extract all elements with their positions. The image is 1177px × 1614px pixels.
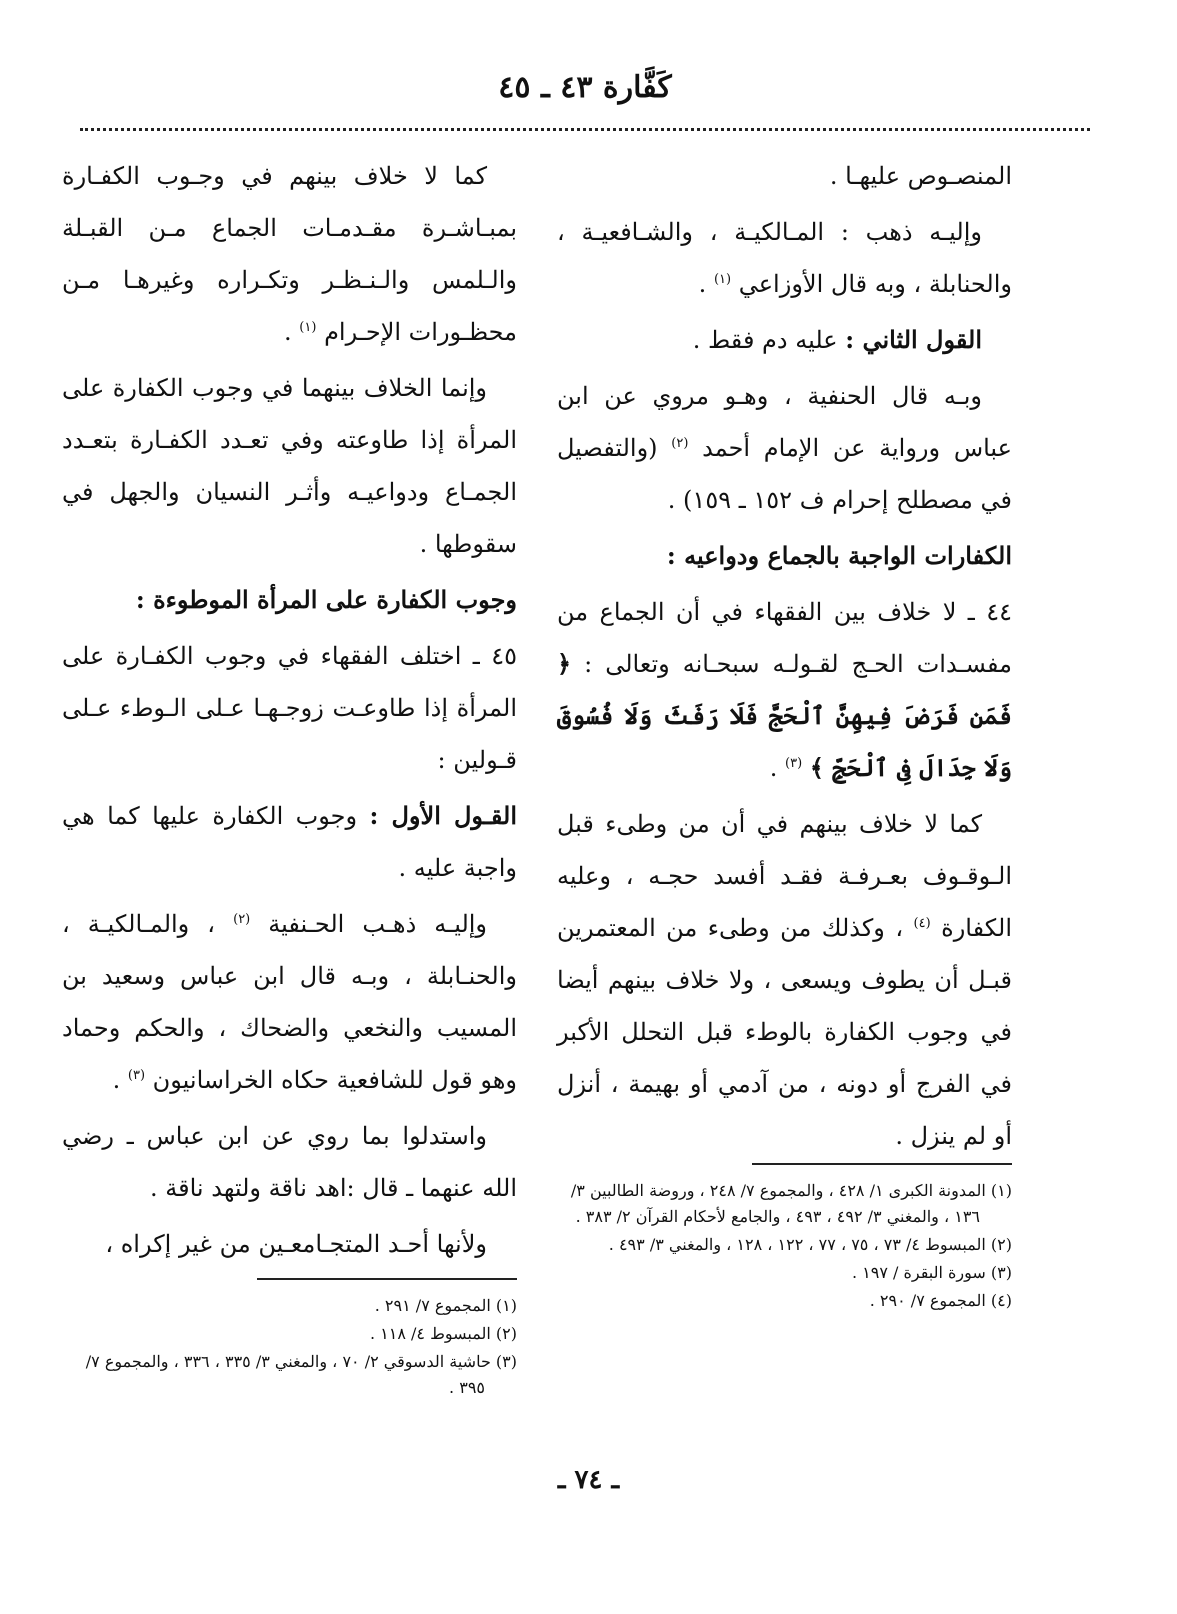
footnote: (٢) المبسوط ٤/ ٧٣ ، ٧٥ ، ٧٧ ، ١٢٢ ، ١٢٨ ، والمغني ٣/ ٤٩٣ . xyxy=(608,1235,1012,1254)
footnote-divider xyxy=(752,1163,1012,1165)
footnote-ref: (١) xyxy=(299,320,317,335)
paragraph: كما لا خلاف بينهم في أن من وطىء قبل الـوقـوف بعـرفـة فقـد أفسد حجـه ، وعليه الكفارة $^{(٤)}$ ، وكذلك من وطىء من المعتمرين قبـل أن يطوف ويسعى ، ولا خلاف بينهم أيضا في وجوب الكفارة بالوطء قبل التحلل الأكبر في الفرج أو دونه ، من آدمي أو بهيمة ، أنزل أو لم ينزل . xyxy=(557,810,1012,1150)
footnote: (٤) المجموع ٧/ ٢٩٠ . xyxy=(869,1291,1012,1310)
footnote: (٢) المبسوط ٤/ ١١٨ . xyxy=(369,1324,517,1343)
paragraph: ٤٤ ـ لا خلاف بين الفقهاء في أن الجماع من مفسـدات الحـج لقـولـه سبحـانه وتعالى : ﴿ فَمَن فَرَضَ فِيهِنَّ ٱلْحَجَّ فَلَا رَفَثَ وَلَا فُسُوقَ وَلَا جِدَالَ فِى ٱلْحَجِّ ﴾ $^{(٣)}$ . xyxy=(557,598,1012,782)
right-column xyxy=(557,150,1012,1166)
footnote-ref: (١) xyxy=(713,272,732,287)
footnote: (٣) سورة البقرة / ١٩٧ . xyxy=(851,1263,1012,1282)
paragraph: ولأنها أحـد المتجـامعـين من غير إكراه ، xyxy=(105,1230,487,1258)
subheading: القـول الأول : xyxy=(369,801,517,830)
footnote: (٣) حاشية الدسوقي ٢/ ٧٠ ، والمغني ٣/ ٣٣٥ ، ٣٣٦ ، والمجموع ٧/ ٣٩٥ . xyxy=(85,1352,517,1397)
page-header-title: كَفَّارة ٤٣ ـ ٤٥ xyxy=(498,70,672,105)
paragraph: وبـه قال الحنفية ، وهـو مروي عن ابن عباس ورواية عن الإمام أحمد $^{(٢)}$ (والتفصيل في مصطلح إحرام ف ١٥٢ ـ ١٥٩) . xyxy=(557,382,1012,514)
footnote-ref: (٣) xyxy=(785,756,803,771)
paragraph: كما لا خلاف بينهم في وجـوب الكفـارة بمبـاشـرة مقـدمـات الجماع مـن القبـلة والـلمس والـنـظـر وتكـراره وغيرهـا مـن محظـورات الإحـرام $^{(١)}$ . xyxy=(62,162,517,346)
paragraph: ٤٥ ـ اختلف الفقهاء في وجوب الكفـارة على المرأة إذا طاوعـت زوجـهـا عـلى الـوطء عـلى قـولين : xyxy=(62,642,517,774)
section-heading: وجوب الكفارة على المرأة الموطوءة : xyxy=(135,585,517,614)
footnote-ref: (٢) xyxy=(671,436,689,451)
left-column xyxy=(62,150,517,1274)
footnote: (١) المدونة الكبرى ١/ ٤٢٨ ، والمجموع ٧/ ٢٤٨ ، وروضة الطالبين ٣/ ١٣٦ ، والمغني ٣/ ٤٩٢ ، ٤٩٣ ، والجامع لأحكام القرآن ٢/ ٣٨٣ . xyxy=(570,1181,1012,1226)
paragraph: وإليـه ذهب : المـالكيـة ، والشـافعيـة ، والحنابلة ، وبه قال الأوزاعي $^{(١)}$ . xyxy=(557,218,1012,298)
quran-verse: ﴿ فَمَن فَرَضَ فِيهِنَّ ٱلْحَجَّ فَلَا رَفَثَ وَلَا فُسُوقَ وَلَا جِدَالَ فِى ٱلْحَجِّ ﴾ xyxy=(557,649,1012,782)
paragraph: وإليـه ذهـب الحـنفية $^{(٢)}$ ، والمـالكيـة ، والحنـابلة ، وبـه قال ابن عباس وسعيد بن المسيب والنخعي والضحاك ، والحكم وحماد وهو قول للشافعية حكاه الخراسانيون $^{(٣)}$ . xyxy=(62,910,517,1094)
footnotes-left xyxy=(62,1293,517,1403)
footnote-ref: (٣) xyxy=(127,1068,146,1083)
footnotes-right xyxy=(557,1178,1012,1316)
paragraph: وإنما الخلاف بينهما في وجوب الكفارة على المرأة إذا طاوعته وفي تعـدد الكفـارة بتعـدد الجمـاع ودواعيـه وأثـر النسيان والجهل في سقوطها . xyxy=(62,374,517,558)
paragraph: القول الثاني : عليه دم فقط . xyxy=(692,325,982,354)
footnote-ref: (٢) xyxy=(233,912,251,927)
header-dotted-rule xyxy=(80,128,1090,131)
paragraph: القـول الأول : وجوب الكفارة عليها كما هي واجبة عليه . xyxy=(62,801,517,882)
footnote-divider xyxy=(257,1278,517,1280)
footnote-ref: (٤) xyxy=(913,916,931,931)
section-heading: الكفارات الواجبة بالجماع ودواعيه : xyxy=(666,541,1012,570)
paragraph: المنصـوص عليهـا . xyxy=(829,162,1012,190)
paragraph: واستدلوا بما روي عن ابن عباس ـ رضي الله عنهما ـ قال :اهد ناقة ولتهد ناقة . xyxy=(62,1122,517,1202)
subheading: القول الثاني : xyxy=(845,325,982,354)
footnote: (١) المجموع ٧/ ٢٩١ . xyxy=(374,1296,517,1315)
page-number: ـ ٧٤ ـ xyxy=(557,1465,620,1495)
